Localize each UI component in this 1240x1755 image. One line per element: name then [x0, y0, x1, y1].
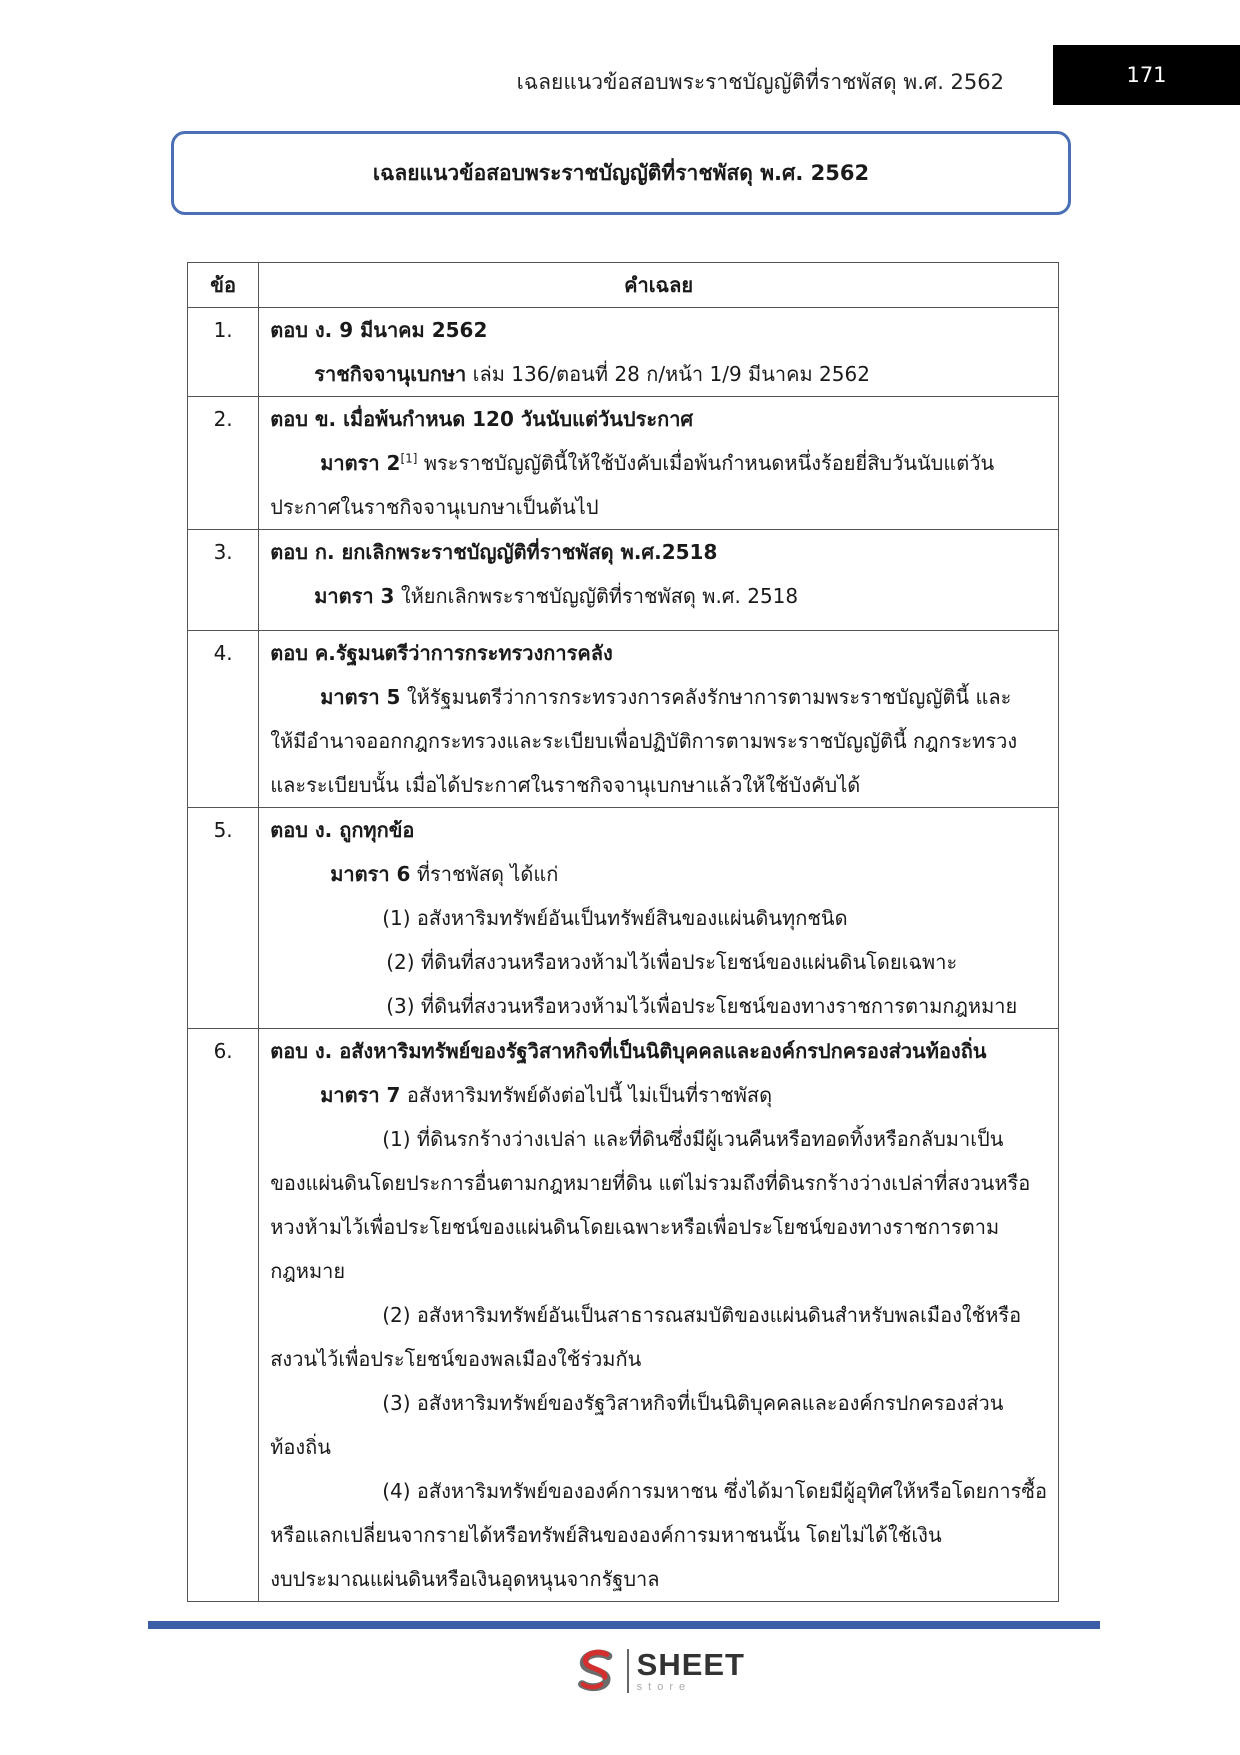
section-line	[270, 441, 1047, 485]
table-row	[188, 397, 1059, 530]
section-text: พระราชบัญญัตินี้ให้ใช้บังคับเมื่อพ้นกำหนดหนึ่งร้อยยี่สิบวันนับแต่วัน	[417, 451, 995, 475]
sheet-store-s-logo-icon	[575, 1646, 619, 1696]
answer-cell	[259, 1029, 1059, 1602]
answer-choice: ตอบ ง. อสังหาริมทรัพย์ของรัฐวิสาหกิจที่เป็นนิติบุคคลและองค์กรปกครองส่วนท้องถิ่น	[270, 1039, 987, 1063]
footer-rule	[148, 1621, 1100, 1629]
logo-word: SHEET	[636, 1647, 745, 1682]
section-label: มาตรา 6	[330, 862, 411, 886]
answer-cell	[259, 808, 1059, 1029]
section-label: มาตรา 7	[320, 1083, 401, 1107]
answer-choice: ตอบ ง. 9 มีนาคม 2562	[270, 318, 488, 342]
section-continuation: และระเบียบนั้น เมื่อได้ประกาศในราชกิจจานุเบกษาแล้วให้ใช้บังคับได้	[270, 773, 861, 797]
section-text: อสังหาริมทรัพย์ดังต่อไปนี้ ไม่เป็นที่ราชพัสดุ	[400, 1083, 773, 1107]
section-text: ที่ราชพัสดุ ได้แก่	[410, 862, 559, 886]
page-title: เฉลยแนวข้อสอบพระราชบัญญัติที่ราชพัสดุ พ.ศ. 2562	[171, 131, 1071, 215]
section-label: มาตรา 3	[314, 584, 395, 608]
logo-text	[637, 1649, 745, 1693]
row-number: 2.	[188, 397, 259, 530]
logo-divider	[627, 1649, 629, 1693]
row-number: 1.	[188, 308, 259, 397]
list-item: (1) อสังหาริมทรัพย์อันเป็นทรัพย์สินของแผ่นดินทุกชนิด	[382, 906, 848, 930]
list-item: (2) อสังหาริมทรัพย์อันเป็นสาธารณสมบัติของแผ่นดินสำหรับพลเมืองใช้หรือ	[382, 1303, 1022, 1327]
row-number: 3.	[188, 530, 259, 631]
list-item-continuation: งบประมาณแผ่นดินหรือเงินอุดหนุนจากรัฐบาล	[270, 1567, 660, 1591]
running-header-title: เฉลยแนวข้อสอบพระราชบัญญัติที่ราชพัสดุ พ.ศ. 2562	[516, 70, 1004, 94]
reference-source: ราชกิจจานุเบกษา	[314, 362, 467, 386]
section-continuation: ให้มีอำนาจออกกฎกระทรวงและระเบียบเพื่อปฏิบัติการตามพระราชบัญญัตินี้ กฎกระทรวง	[270, 729, 1018, 753]
table-row	[188, 1029, 1059, 1602]
answer-choice: ตอบ ค.รัฐมนตรีว่าการกระทรวงการคลัง	[270, 641, 613, 665]
row-number: 6.	[188, 1029, 259, 1602]
reference-line	[270, 352, 1047, 396]
table-row	[188, 808, 1059, 1029]
reference-detail: เล่ม 136/ตอนที่ 28 ก/หน้า 1/9 มีนาคม 2562	[466, 362, 870, 386]
answer-table	[187, 262, 1059, 1602]
answer-choice: ตอบ ง. ถูกทุกข้อ	[270, 818, 415, 842]
list-item-continuation: ของแผ่นดินโดยประการอื่นตามกฎหมายที่ดิน แต่ไม่รวมถึงที่ดินรกร้างว่างเปล่าที่สงวนหรือ	[270, 1171, 1031, 1195]
list-item-continuation: ท้องถิ่น	[270, 1435, 331, 1459]
table-row	[188, 530, 1059, 631]
section-label: มาตรา 5	[320, 685, 401, 709]
sheet-store-logo	[575, 1641, 745, 1701]
section-line	[270, 675, 1047, 719]
logo-subword: store	[636, 1681, 692, 1693]
table-row	[188, 308, 1059, 397]
answer-cell	[259, 397, 1059, 530]
page-number: 171	[1053, 45, 1240, 105]
footnote-marker: [1]	[400, 451, 418, 466]
list-item-continuation: สงวนไว้เพื่อประโยชน์ของพลเมืองใช้ร่วมกัน	[270, 1347, 642, 1371]
answer-cell	[259, 631, 1059, 808]
list-item: (4) อสังหาริมทรัพย์ขององค์การมหาชน ซึ่งได้มาโดยมีผู้อุทิศให้หรือโดยการซื้อ	[382, 1479, 1047, 1503]
answer-choice: ตอบ ข. เมื่อพ้นกำหนด 120 วันนับแต่วันประกาศ	[270, 407, 694, 431]
column-header-no: ข้อ	[188, 263, 259, 308]
list-item-continuation: หวงห้ามไว้เพื่อประโยชน์ของแผ่นดินโดยเฉพาะหรือเพื่อประโยชน์ของทางราชการตาม	[270, 1215, 1000, 1239]
table-header-row	[188, 263, 1059, 308]
answer-choice: ตอบ ก. ยกเลิกพระราชบัญญัติที่ราชพัสดุ พ.ศ.2518	[270, 540, 718, 564]
list-item-continuation: หรือแลกเปลี่ยนจากรายได้หรือทรัพย์สินขององค์การมหาชนนั้น โดยไม่ได้ใช้เงิน	[270, 1523, 942, 1547]
table-row	[188, 631, 1059, 808]
section-text: ให้ยกเลิกพระราชบัญญัติที่ราชพัสดุ พ.ศ. 2518	[394, 584, 799, 608]
section-label: มาตรา 2	[320, 451, 401, 475]
row-number: 5.	[188, 808, 259, 1029]
section-line	[270, 574, 1047, 618]
answer-cell	[259, 308, 1059, 397]
row-number: 4.	[188, 631, 259, 808]
section-continuation: ประกาศในราชกิจจานุเบกษาเป็นต้นไป	[270, 495, 599, 519]
list-item: (3) ที่ดินที่สงวนหรือหวงห้ามไว้เพื่อประโยชน์ของทางราชการตามกฎหมาย	[386, 994, 1018, 1018]
list-item: (1) ที่ดินรกร้างว่างเปล่า และที่ดินซึ่งมีผู้เวนคืนหรือทอดทิ้งหรือกลับมาเป็น	[382, 1127, 1004, 1151]
section-line	[270, 852, 1047, 896]
answer-cell	[259, 530, 1059, 631]
section-line	[270, 1073, 1047, 1117]
list-item: (2) ที่ดินที่สงวนหรือหวงห้ามไว้เพื่อประโยชน์ของแผ่นดินโดยเฉพาะ	[386, 950, 958, 974]
list-item-continuation: กฎหมาย	[270, 1259, 346, 1283]
column-header-answer: คำเฉลย	[259, 263, 1059, 308]
section-text: ให้รัฐมนตรีว่าการกระทรวงการคลังรักษาการตามพระราชบัญญัตินี้ และ	[400, 685, 1012, 709]
list-item: (3) อสังหาริมทรัพย์ของรัฐวิสาหกิจที่เป็นนิติบุคคลและองค์กรปกครองส่วน	[382, 1391, 1004, 1415]
